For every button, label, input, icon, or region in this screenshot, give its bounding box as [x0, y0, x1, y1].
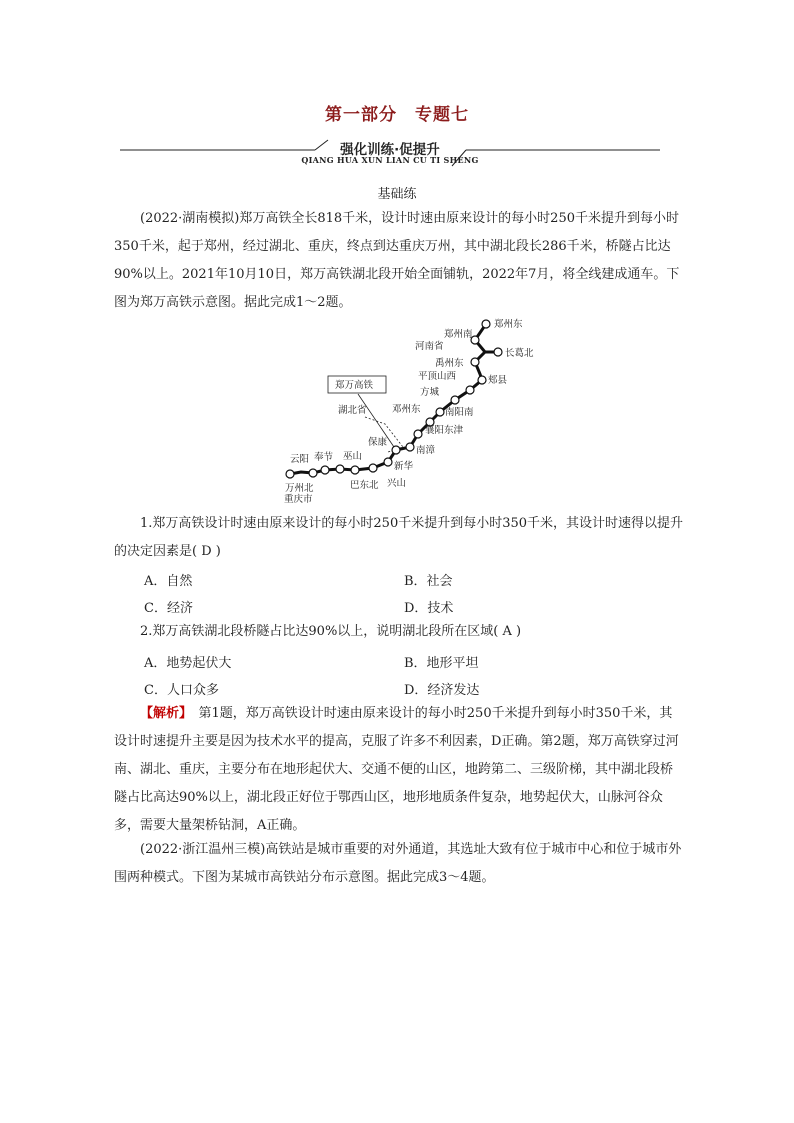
station-badongbei: [351, 466, 359, 474]
station-label: 云阳: [290, 454, 310, 465]
station-label: 郑州东: [494, 319, 523, 330]
station-xiangyangdongjin: [414, 430, 422, 438]
question-1-stem: 1.郑万高铁设计时速由原来设计的每小时250千米提升到每小时350千米，其设计时速得以提升的决定因素是( D ): [114, 516, 684, 559]
station-fangcheng: [451, 396, 459, 404]
station-label: 禹州东: [435, 358, 464, 369]
analysis-label: 【解析】: [140, 706, 186, 721]
station-label: 邓州东: [392, 404, 421, 415]
station-baokang: [384, 458, 392, 466]
station-label: 平顶山西: [418, 371, 457, 382]
station-label: 新华: [394, 461, 414, 472]
station-label: 襄阳东津: [425, 425, 464, 436]
station-label: 保康: [368, 437, 388, 448]
station-label: 巴东北: [350, 480, 379, 491]
station-pingdingshanxi: [466, 386, 474, 394]
page-title: 第一部分 专题七: [325, 105, 469, 125]
station-nanyangnan: [436, 408, 444, 416]
station-wanzhoubei: [286, 470, 294, 478]
q2-option-a: A．地势起伏大: [144, 656, 232, 671]
station-label: 南漳: [416, 445, 436, 456]
station-label: 万州北: [285, 483, 314, 494]
station-xinhua: [392, 446, 400, 454]
q1-option-a: A．自然: [144, 574, 193, 589]
station-jiaxian: [478, 376, 486, 384]
q1-option-c: C．经济: [144, 601, 193, 616]
banner-subtitle: QIANG HUA XUN LIAN CU TI SHENG: [301, 155, 479, 165]
station-changgebei: [494, 348, 502, 356]
station-label: 兴山: [387, 478, 407, 489]
legend-label: 郑万高铁: [335, 380, 374, 391]
region-label: 湖北省: [338, 405, 367, 416]
section-label: 基础练: [377, 187, 417, 202]
station-yunyang: [309, 469, 317, 477]
station-yuzhoudong: [471, 358, 479, 366]
station-xingshan: [369, 464, 377, 472]
region-label: 重庆市: [284, 494, 313, 505]
station-zhengzhoudong: [482, 320, 490, 328]
station-label: 南阳南: [445, 407, 474, 418]
station-nanzhang: [406, 443, 414, 451]
passage-1: (2022·湖南模拟)郑万高铁全长818千米，设计时速由原来设计的每小时250千米提升到每小时350千米，起于郑州，经过湖北、重庆，终点到达重庆万州，其中湖北段长286千米，桥隧占比达90%以上。2021年10月10日，郑万高铁湖北段开始全面铺轨，2022年7月，将全线建成通车。下图为郑万高铁示意图。据此完成1～2题。: [114, 211, 680, 310]
q2-option-d: D．经济发达: [404, 683, 480, 698]
station-label: 长葛北: [505, 348, 534, 359]
analysis-paragraph: [114, 700, 684, 840]
station-label: 巫山: [343, 451, 363, 462]
station-label: 郑州南: [444, 329, 473, 340]
passage-2: (2022·浙江温州三模)高铁站是城市重要的对外通道，其选址大致有位于城市中心和位于城市外围两种模式。下图为某城市高铁站分布示意图。据此完成3～4题。: [114, 842, 682, 885]
analysis-text: 第1题，郑万高铁设计时速由原来设计的每小时250千米提升到每小时350千米，其设计时速提升主要是因为技术水平的提高，克服了许多不利因素，D正确。第2题，郑万高铁穿过河南、湖北、重庆，主要分布在地形起伏大、交通不便的山区，地跨第二、三级阶梯，其中湖北段桥隧占比高达90%以上，湖北段正好位于鄂西山区，地形地质条件复杂，地势起伏大，山脉河谷众多，需要大量架桥钻洞，A正确。: [114, 706, 679, 833]
q1-option-d: D．技术: [404, 601, 454, 616]
station-fengjie: [321, 466, 329, 474]
banner-title: 强化训练·促提升: [340, 142, 440, 158]
q1-option-b: B．社会: [404, 574, 453, 589]
region-label: 河南省: [415, 341, 444, 352]
station-label: 郏县: [488, 375, 508, 386]
q2-option-b: B．地形平坦: [404, 656, 479, 671]
station-label: 奉节: [314, 452, 334, 463]
station-label: 方城: [420, 387, 440, 398]
q2-option-c: C．人口众多: [144, 683, 219, 698]
section-banner: [120, 138, 660, 168]
railway-map: [270, 312, 534, 512]
question-2-stem: 2.郑万高铁湖北段桥隧占比达90%以上，说明湖北段所在区域( A ): [140, 624, 522, 639]
station-wushan: [336, 465, 344, 473]
